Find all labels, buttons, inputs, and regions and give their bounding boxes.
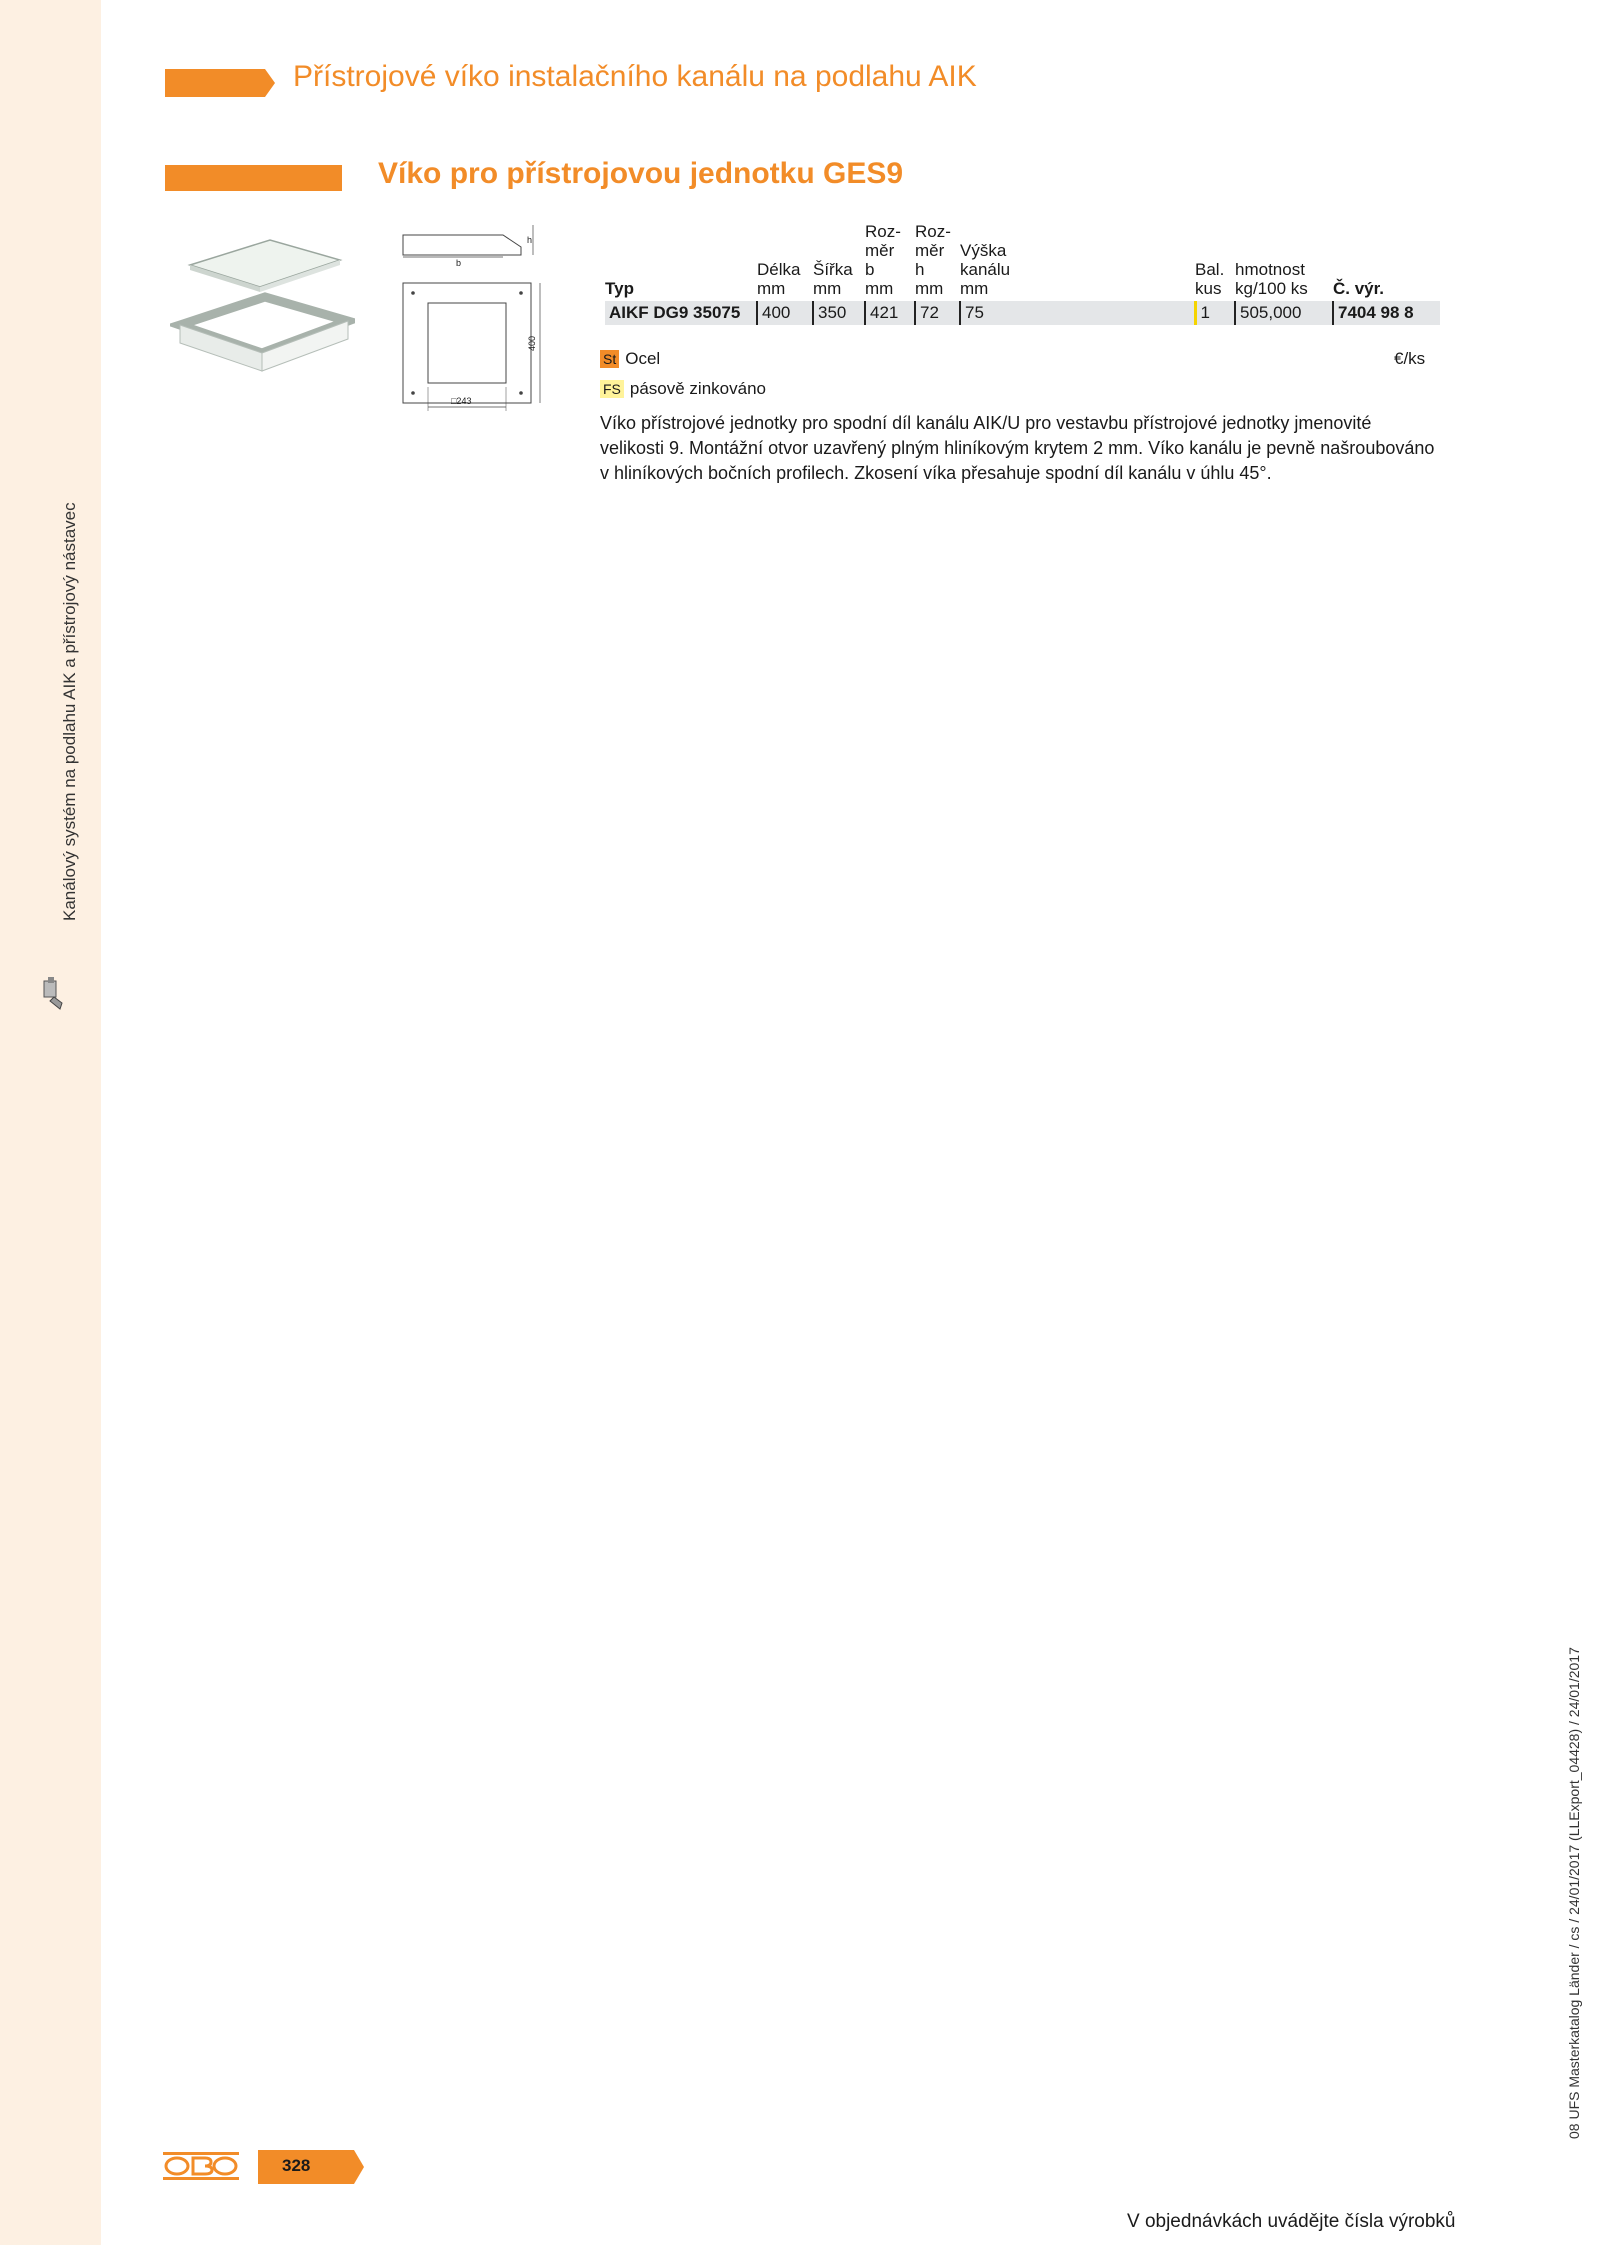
obo-logo <box>163 2152 239 2180</box>
cell-delka: 400 <box>757 301 813 325</box>
left-margin-strip <box>0 0 101 2245</box>
col-header-rozmer-h: Roz- měr h mm <box>915 222 951 298</box>
price-unit: €/ks <box>1394 349 1426 368</box>
col-header-vyska: Výška kanálu mm <box>960 241 1011 298</box>
page-title: Přístrojové víko instalačního kanálu na podlahu AIK <box>293 60 977 93</box>
col-header-typ: Typ <box>605 279 634 298</box>
table-row <box>605 301 1440 325</box>
col-header-bal: Bal. kus <box>1195 260 1225 298</box>
col-header-sirka: Šířka mm <box>813 260 853 298</box>
cell-rozmer-b: 421 <box>865 301 915 325</box>
product-thumbnail-icon <box>40 975 66 1011</box>
section-bar <box>165 165 342 191</box>
page-number-badge <box>258 2150 364 2184</box>
product-spec-table <box>605 222 1440 325</box>
cell-bal: 1 <box>1195 301 1235 325</box>
material-label-st: Ocel <box>625 349 661 368</box>
material-badge-st: St <box>600 350 619 368</box>
technical-drawing <box>393 215 548 415</box>
catalog-meta-text: 08 UFS Masterkatalog Länder / cs / 24/01/2017 (LLExport_04428) / 24/01/2017 <box>1566 1647 1582 2139</box>
col-header-cvyr: Č. výr. <box>1333 279 1385 298</box>
material-row-fs <box>600 379 766 399</box>
cell-hmotnost: 505,000 <box>1235 301 1333 325</box>
drawing-label-height: 400 <box>527 335 537 351</box>
material-row-st <box>600 349 660 369</box>
table-header-row <box>605 222 1440 301</box>
drawing-label-b: b <box>456 258 462 268</box>
product-description: Víko přístrojové jednotky pro spodní díl kanálu AIK/U pro vestavbu přístrojové jednotky jmenovité velikosti 9. Montážní otvor uzavřený plným hliníkovým krytem 2 mm. Víko kanálu je pevně našroubováno v hliníkových bočních profilech. Zkosení víka přesahuje spodní díl kanálu v úhlu 45°. <box>600 413 1435 483</box>
product-table-block <box>605 222 1440 325</box>
drawing-label-opening: □243 <box>451 396 472 406</box>
side-label-text: Kanálový systém na podlahu AIK a přístrojový nástavec <box>60 502 79 921</box>
header-arrow-icon <box>165 69 275 97</box>
cell-vyska: 75 <box>960 301 1195 325</box>
page-number: 328 <box>282 2156 311 2175</box>
footer-note: V objednávkách uvádějte čísla výrobků <box>1127 2211 1456 2232</box>
material-badge-fs: FS <box>600 380 624 398</box>
col-header-rozmer-b: Roz- měr b mm <box>865 222 901 298</box>
cell-typ: AIKF DG9 35075 <box>605 301 757 325</box>
col-header-hmotnost: hmotnost kg/100 ks <box>1235 260 1308 298</box>
cell-cvyr: 7404 98 8 <box>1333 301 1440 325</box>
cell-rozmer-h: 72 <box>915 301 960 325</box>
col-header-delka: Délka mm <box>757 260 801 298</box>
product-photo <box>170 225 355 380</box>
cell-sirka: 350 <box>813 301 865 325</box>
section-title: Víko pro přístrojovou jednotku GES9 <box>378 157 904 190</box>
drawing-label-h: h <box>527 235 533 245</box>
material-label-fs: pásově zinkováno <box>629 379 766 398</box>
